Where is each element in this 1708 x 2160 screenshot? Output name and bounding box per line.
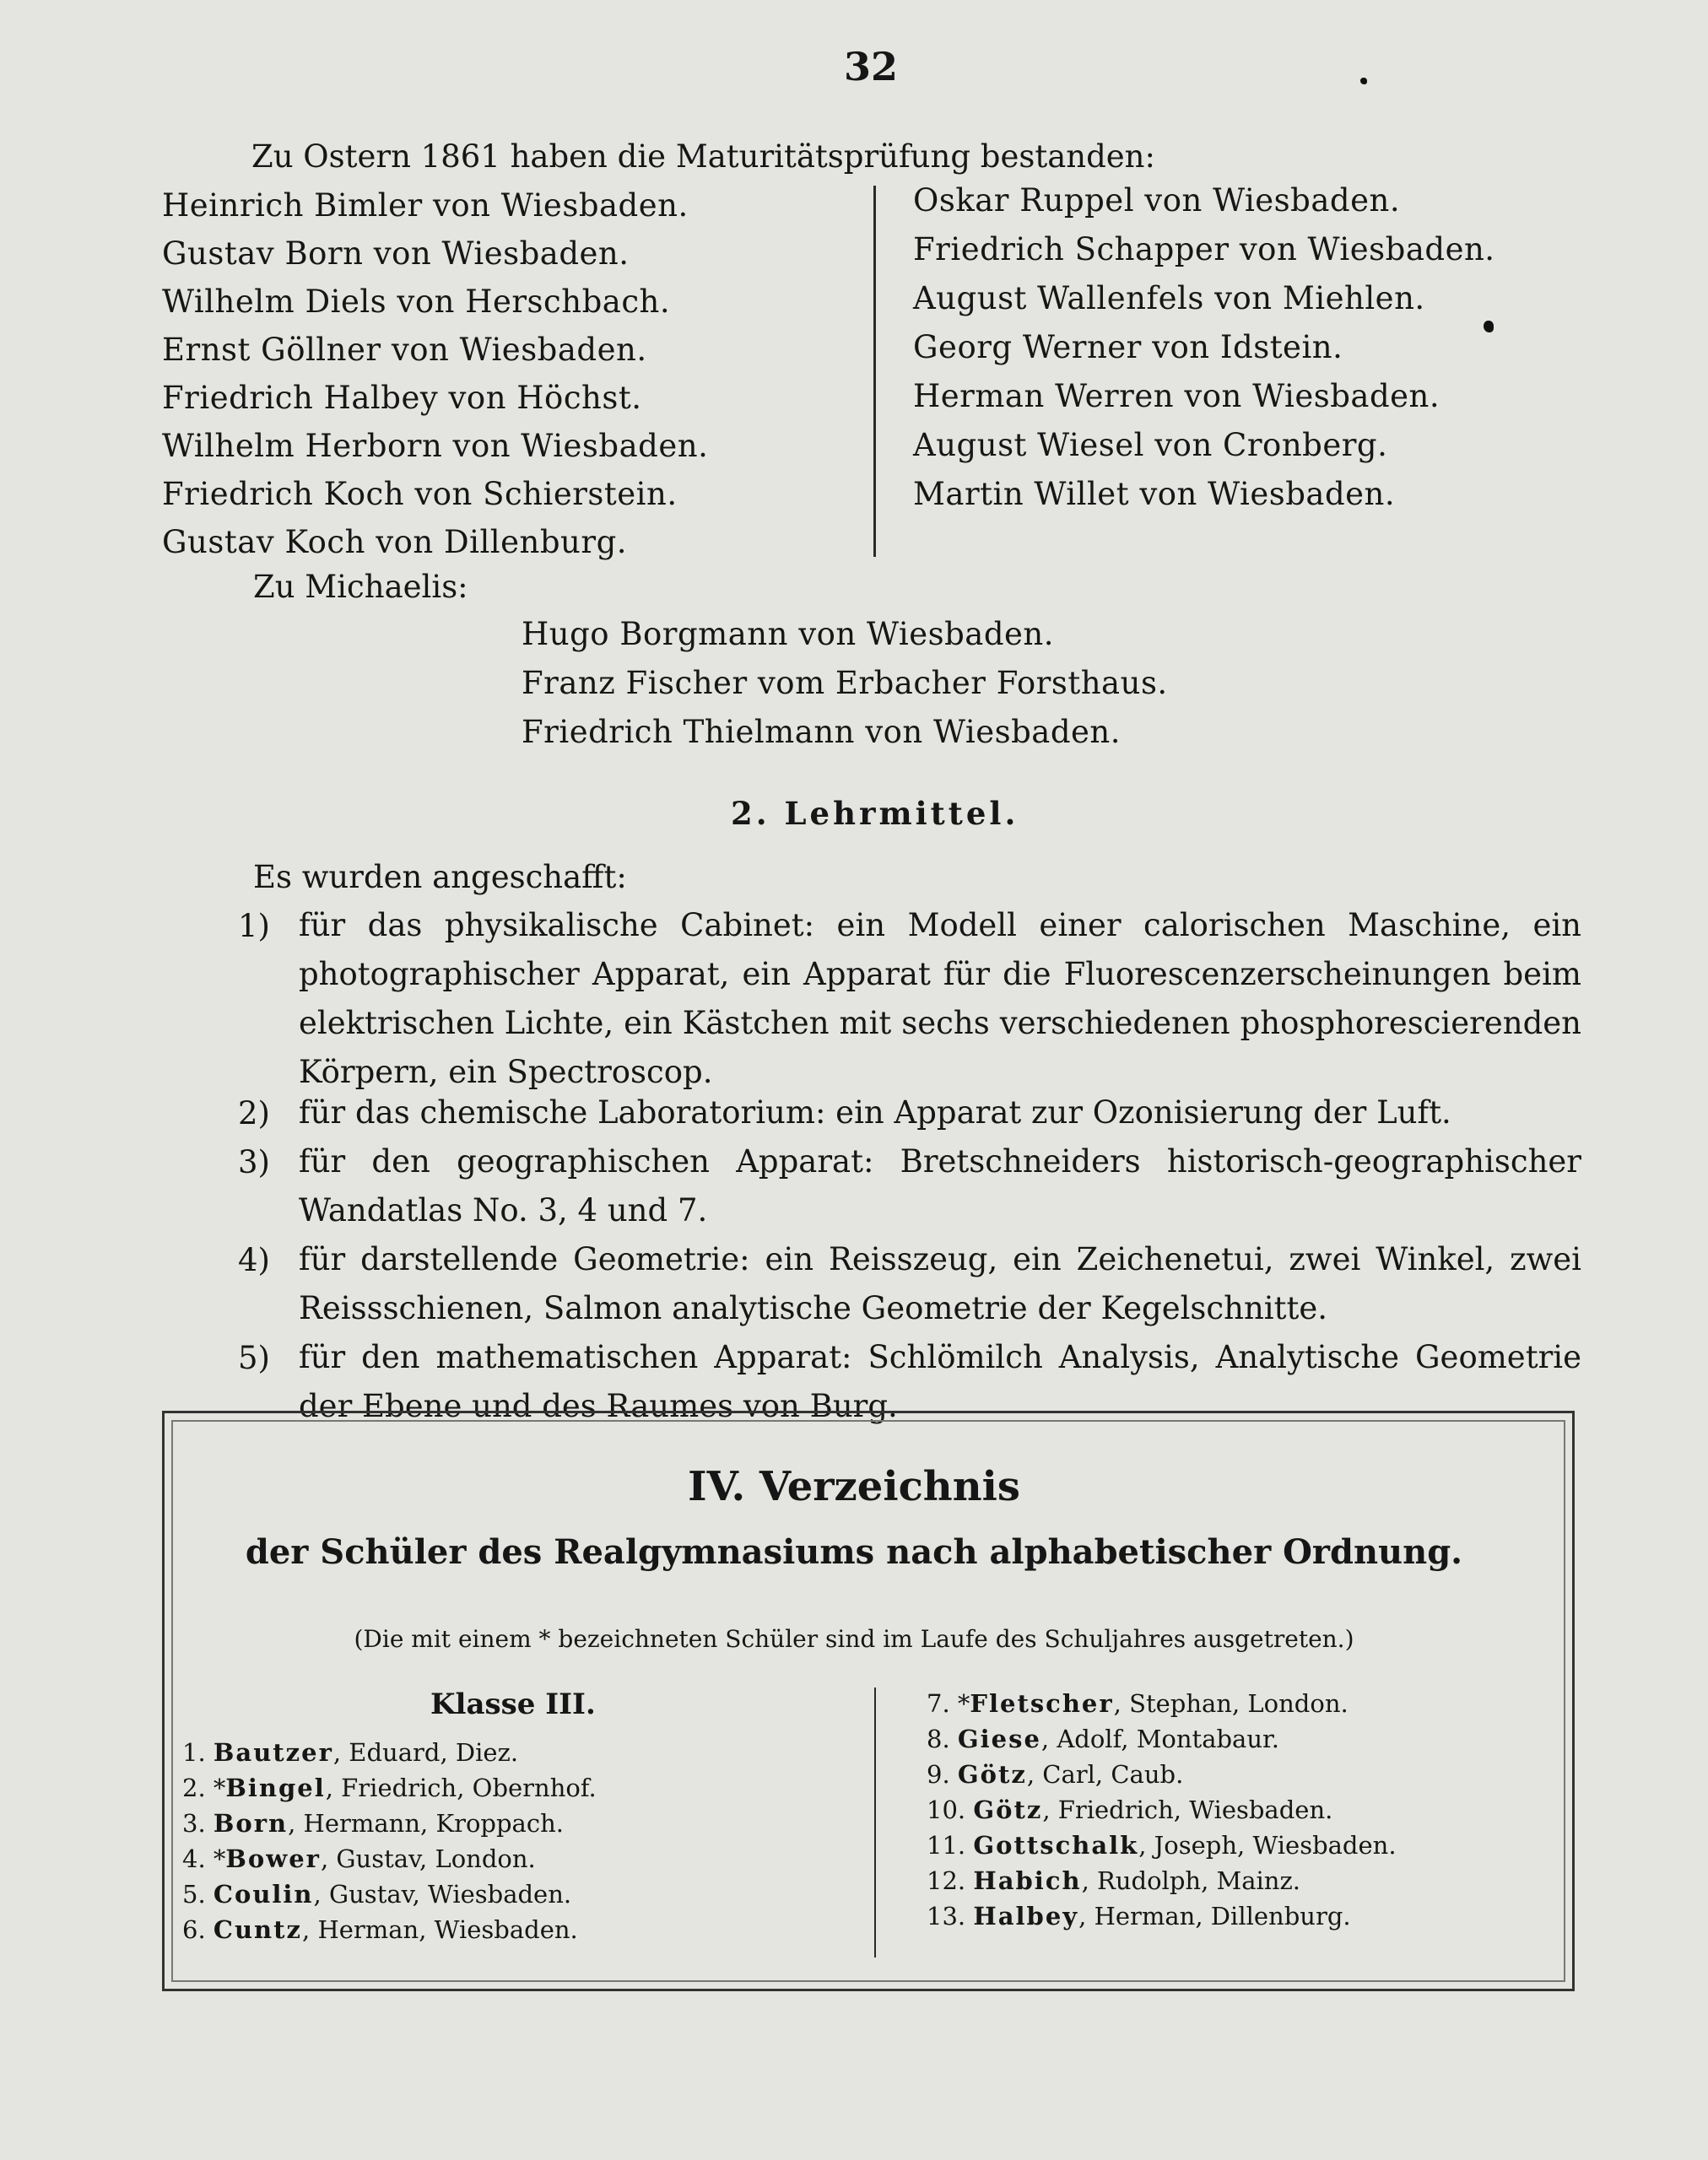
student-details: , Herman, Dillenburg.	[1078, 1902, 1351, 1930]
maturity-name: Friedrich Schapper von Wiesbaden.	[913, 231, 1495, 267]
ink-blot	[1484, 321, 1494, 332]
maturity-name: Georg Werner von Idstein.	[913, 329, 1343, 365]
student-row	[182, 1915, 578, 1944]
maturity-name: Wilhelm Herborn von Wiesbaden.	[162, 428, 709, 464]
verzeichnis-title: IV. Verzeichnis	[688, 1463, 1020, 1510]
student-number: 5.	[182, 1880, 206, 1909]
lehrmittel-item-text: für den mathematischen Apparat: Schlömilch Analysis, Analytische Geometrie der Ebene und des Raumes von Burg.	[299, 1339, 1581, 1424]
maturity-heading: Zu Ostern 1861 haben die Maturitätsprüfung bestanden:	[251, 138, 1155, 175]
student-row	[927, 1725, 1279, 1753]
student-surname: Coulin	[213, 1880, 314, 1909]
student-surname: Gottschalk	[973, 1831, 1139, 1860]
verzeichnis-subtitle: der Schüler des Realgymnasiums nach alphabetischer Ordnung.	[245, 1532, 1463, 1572]
student-surname: Bower	[225, 1844, 321, 1873]
column-divider	[873, 186, 876, 557]
page-number: 32	[844, 44, 899, 89]
maturity-name: Wilhelm Diels von Herschbach.	[162, 284, 671, 320]
lehrmittel-item-text: für das chemische Laboratorium: ein Apparat zur Ozonisierung der Luft.	[299, 1094, 1451, 1131]
michaelis-name: Hugo Borgmann von Wiesbaden.	[522, 616, 1055, 652]
klasse-heading: Klasse III.	[430, 1688, 596, 1721]
lehrmittel-item-number: 2)	[238, 1095, 270, 1131]
lehrmittel-heading: 2. Lehrmittel.	[731, 795, 1019, 832]
student-details: , Carl, Caub.	[1026, 1760, 1184, 1789]
student-details: , Herman, Wiesbaden.	[302, 1915, 578, 1944]
lehrmittel-item-number: 5)	[238, 1340, 270, 1376]
student-column-divider	[874, 1688, 876, 1958]
lehrmittel-item-number: 3)	[238, 1144, 270, 1180]
student-number: 11.	[927, 1831, 966, 1860]
student-surname: Born	[213, 1809, 289, 1838]
student-star: *	[957, 1689, 970, 1718]
student-star: *	[213, 1774, 226, 1802]
student-details: , Gustav, Wiesbaden.	[313, 1880, 572, 1909]
student-row	[182, 1880, 571, 1909]
student-number: 2.	[182, 1774, 206, 1802]
student-row	[182, 1809, 564, 1838]
maturity-name: August Wallenfels von Miehlen.	[913, 280, 1425, 316]
student-number: 13.	[927, 1902, 966, 1930]
student-row	[182, 1844, 536, 1873]
student-row	[927, 1689, 1349, 1718]
student-row	[927, 1760, 1183, 1789]
student-surname: Habich	[973, 1866, 1082, 1895]
student-row	[927, 1866, 1300, 1895]
student-details: , Gustav, London.	[320, 1844, 536, 1873]
verzeichnis-note: (Die mit einem * bezeichneten Schüler sind im Laufe des Schuljahres ausgetreten.)	[354, 1625, 1354, 1653]
maturity-name: Gustav Koch von Dillenburg.	[162, 524, 628, 560]
lehrmittel-intro: Es wurden angeschafft:	[253, 859, 627, 895]
student-number: 3.	[182, 1809, 206, 1838]
student-star: *	[213, 1844, 226, 1873]
maturity-name: Oskar Ruppel von Wiesbaden.	[913, 182, 1401, 219]
lehrmittel-item-number: 1)	[238, 908, 270, 944]
maturity-name: August Wiesel von Cronberg.	[913, 427, 1388, 463]
student-surname: Bautzer	[213, 1738, 333, 1767]
michaelis-name: Friedrich Thielmann von Wiesbaden.	[522, 714, 1122, 750]
student-number: 4.	[182, 1844, 206, 1873]
student-details: , Friedrich, Wiesbaden.	[1042, 1796, 1333, 1824]
maturity-name: Martin Willet von Wiesbaden.	[913, 476, 1396, 512]
lehrmittel-item-text: für den geographischen Apparat: Bretschneiders historisch-geographischer Wandatlas No. 3, 4 und 7.	[299, 1143, 1581, 1228]
student-details: , Adolf, Montabaur.	[1040, 1725, 1279, 1753]
lehrmittel-item-text: für darstellende Geometrie: ein Reisszeug, ein Zeichenetui, zwei Winkel, zwei Reissschienen, Salmon analytische Geometrie der Kegelschnitte.	[299, 1241, 1581, 1326]
student-details: , Rudolph, Mainz.	[1081, 1866, 1300, 1895]
maturity-name: Friedrich Koch von Schierstein.	[162, 476, 678, 512]
ink-speck	[1360, 78, 1367, 84]
student-row	[927, 1902, 1351, 1930]
student-surname: Cuntz	[213, 1915, 303, 1944]
student-surname: Giese	[957, 1725, 1041, 1753]
maturity-name: Friedrich Halbey von Höchst.	[162, 380, 642, 416]
lehrmittel-item-text: für das physikalische Cabinet: ein Modell einer calorischen Maschine, ein photographischer Apparat, ein Apparat für die Fluorescenzerscheinungen beim elektrischen Lichte, ein Kästchen mit sechs verschiedenen phosphorescierenden Körpern, ein Spectroscop.	[299, 907, 1581, 1090]
student-number: 8.	[927, 1725, 950, 1753]
student-details: , Stephan, London.	[1113, 1689, 1349, 1718]
student-surname: Fletscher	[970, 1689, 1114, 1718]
student-surname: Bingel	[225, 1774, 326, 1802]
student-details: , Friedrich, Obernhof.	[325, 1774, 597, 1802]
student-number: 9.	[927, 1760, 950, 1789]
maturity-name: Herman Werren von Wiesbaden.	[913, 378, 1440, 414]
student-row	[182, 1738, 518, 1767]
student-details: , Eduard, Diez.	[332, 1738, 519, 1767]
michaelis-name: Franz Fischer vom Erbacher Forsthaus.	[522, 665, 1168, 701]
student-number: 1.	[182, 1738, 206, 1767]
student-number: 7.	[927, 1689, 950, 1718]
student-number: 6.	[182, 1915, 206, 1944]
student-row	[927, 1796, 1332, 1824]
student-details: , Hermann, Kroppach.	[288, 1809, 564, 1838]
student-surname: Götz	[973, 1796, 1043, 1824]
student-surname: Halbey	[973, 1902, 1079, 1930]
maturity-name: Heinrich Bimler von Wiesbaden.	[162, 187, 689, 224]
michaelis-heading: Zu Michaelis:	[253, 569, 468, 605]
student-details: , Joseph, Wiesbaden.	[1138, 1831, 1397, 1860]
maturity-name: Ernst Göllner von Wiesbaden.	[162, 332, 647, 368]
student-number: 12.	[927, 1866, 966, 1895]
lehrmittel-item-number: 4)	[238, 1242, 270, 1278]
student-row	[927, 1831, 1397, 1860]
student-number: 10.	[927, 1796, 966, 1824]
maturity-name: Gustav Born von Wiesbaden.	[162, 235, 630, 272]
student-surname: Götz	[957, 1760, 1027, 1789]
student-row	[182, 1774, 597, 1802]
